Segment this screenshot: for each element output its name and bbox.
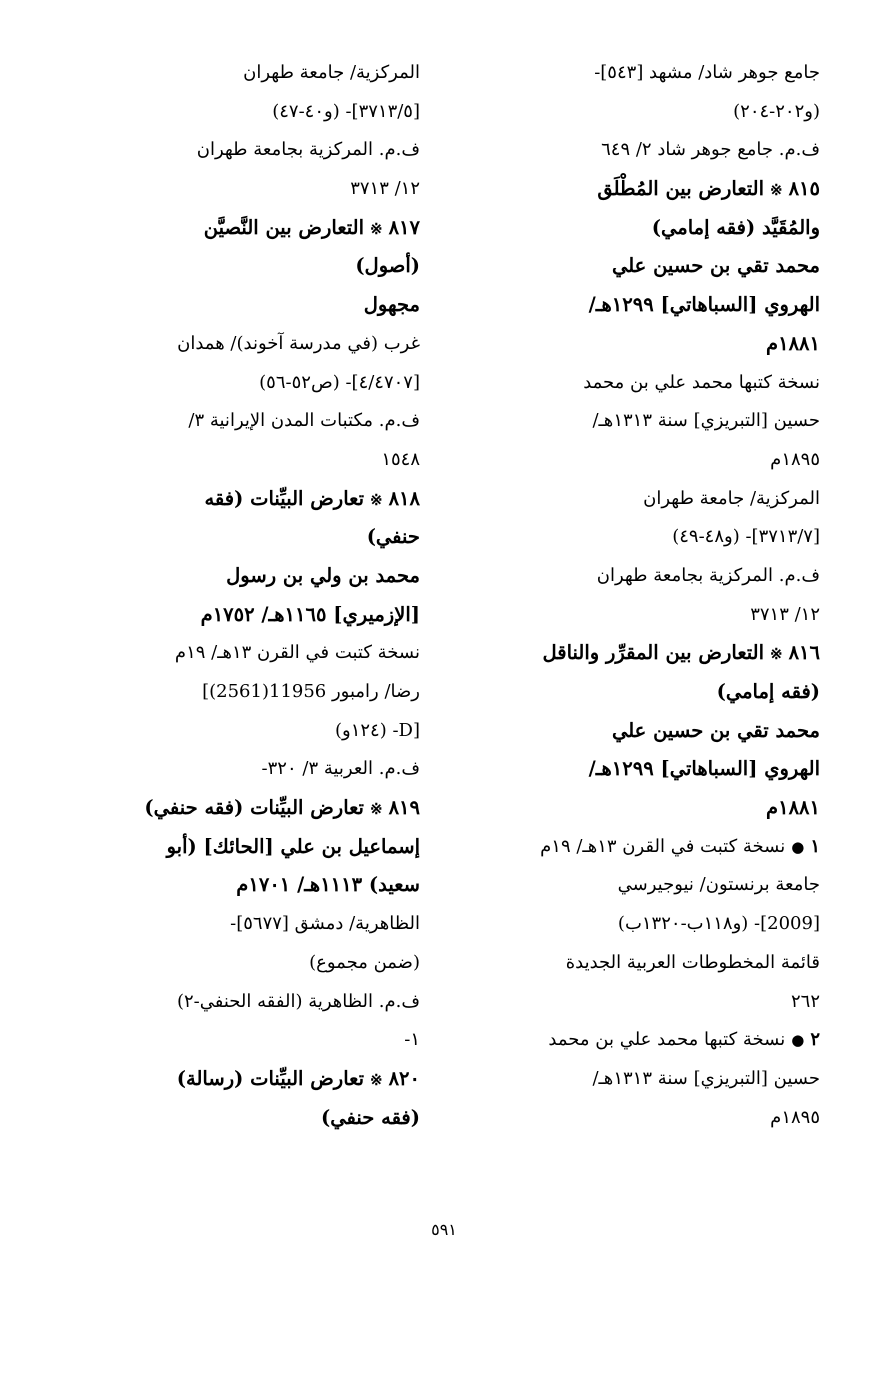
right-column-line <box>470 518 820 557</box>
right-column-line <box>470 54 820 93</box>
line-text: رضا/ رامبور 11956(2561)] <box>202 681 420 702</box>
line-text: والمُقَيَّد (فقه إمامي) <box>651 215 820 239</box>
line-text: ف.م. جامع جوهر شاد ٢/ ٦٤٩ <box>601 139 820 161</box>
entry-number: ٨٢٠ <box>388 1066 420 1090</box>
right-column-line <box>470 712 820 751</box>
right-column-line <box>470 750 820 789</box>
right-column-line <box>470 673 820 712</box>
line-text: الهروي [السباهاتي] ١٢٩٩هـ/ <box>588 293 820 317</box>
line-text: جامع جوهر شاد/ مشهد [٥٤٣]- <box>594 62 820 83</box>
left-column-line <box>90 596 420 635</box>
asterism-icon: ※ <box>370 1070 383 1089</box>
line-text: [٣٧١٣/٧]- (و٤٨-٤٩) <box>672 526 820 548</box>
line-text: التعارض بين المقرِّر والناقل <box>542 641 764 665</box>
right-column-line <box>470 247 820 286</box>
asterism-icon: ※ <box>770 645 783 664</box>
line-text: ف.م. الظاهرية (الفقه الحنفي-٢) <box>176 990 420 1012</box>
line-text: محمد تقي بن حسين علي <box>611 718 820 742</box>
line-text: ١٨٨١م <box>766 796 820 820</box>
entry-number: ٨١٧ <box>388 215 420 239</box>
right-column-line <box>470 983 820 1022</box>
right-column-line <box>470 905 820 944</box>
line-text: ٢٦٢ <box>790 990 820 1012</box>
line-text: (ضمن مجموع) <box>309 951 420 973</box>
left-column-line <box>90 905 420 944</box>
right-column-line <box>470 634 820 673</box>
right-column <box>470 54 820 1137</box>
left-column-line <box>90 131 420 170</box>
entry-number: ٢ <box>810 1029 820 1051</box>
left-column-line <box>90 828 420 867</box>
left-column-line <box>90 789 420 828</box>
line-text: [٣٧١٣/٥]- (و٤٠-٤٧) <box>272 100 420 122</box>
right-column-line <box>470 828 820 867</box>
line-text: سعيد) ١١١٣هـ/ ١٧٠١م <box>236 873 420 897</box>
line-text: ف.م. مكتبات المدن الإيرانية ٣/ <box>188 410 420 432</box>
line-text: نسخة كتبت في القرن ١٣هـ/ ١٩م <box>174 642 420 664</box>
left-column-line <box>90 286 420 325</box>
left-column-line <box>90 983 420 1022</box>
right-column-line <box>470 93 820 132</box>
line-text: ١- <box>404 1029 420 1051</box>
left-column-line <box>90 170 420 209</box>
line-text: [2009]- (و١١٨ب-١٣٢٠ب) <box>617 913 820 935</box>
line-text: تعارض البيِّنات (فقه <box>204 486 364 510</box>
entry-number: ٨١٥ <box>788 177 820 201</box>
right-column-line <box>470 170 820 209</box>
right-column-line <box>470 557 820 596</box>
left-column-line <box>90 750 420 789</box>
line-text: ١٨٨١م <box>766 331 820 355</box>
right-column-line <box>470 131 820 170</box>
right-column-line <box>470 944 820 983</box>
left-column-line <box>90 364 420 403</box>
line-text: ١٨٩٥م <box>770 1106 820 1128</box>
line-text: نسخة كتبت في القرن ١٣هـ/ ١٩م <box>540 835 786 857</box>
right-column-line <box>470 209 820 248</box>
line-text: الظاهرية/ دمشق [٥٦٧٧]- <box>230 913 420 935</box>
line-text: نسخة كتبها محمد علي بن محمد <box>583 371 820 393</box>
line-text: [٤/٤٧٠٧]- (ص٥٢-٥٦) <box>259 371 420 393</box>
page-number: ٥٩١ <box>431 1220 457 1239</box>
right-column-line <box>470 364 820 403</box>
line-text: غرب (في مدرسة آخوند)/ همدان <box>177 332 420 354</box>
line-text: جامعة برنستون/ نيوجيرسي <box>617 874 820 896</box>
right-column-line <box>470 441 820 480</box>
line-text: ف.م. المركزية بجامعة طهران <box>596 564 820 586</box>
left-column-line <box>90 1060 420 1099</box>
entry-number: ٨١٩ <box>388 796 420 820</box>
entry-number: ٨١٦ <box>788 641 820 665</box>
right-column-line <box>470 596 820 635</box>
left-column-line <box>90 1099 420 1138</box>
line-text: محمد تقي بن حسين علي <box>611 254 820 278</box>
right-column-line <box>470 866 820 905</box>
left-column-line <box>90 54 420 93</box>
line-text: المركزية/ جامعة طهران <box>243 62 420 83</box>
line-text: قائمة المخطوطات العربية الجديدة <box>565 951 820 973</box>
line-text: التعارض بين المُطْلَق <box>597 177 764 201</box>
asterism-icon: ※ <box>370 490 383 509</box>
asterism-icon: ※ <box>370 800 383 819</box>
right-column-line <box>470 325 820 364</box>
bullet-icon: ● <box>791 1031 805 1050</box>
right-column-line <box>470 1099 820 1138</box>
right-column-line <box>470 402 820 441</box>
line-text: ١٨٩٥م <box>770 448 820 470</box>
line-text: ف.م. المركزية بجامعة طهران <box>196 139 420 161</box>
line-text: [الإزميري] ١١٦٥هـ/ ١٧٥٢م <box>200 602 420 626</box>
line-text: حنفي) <box>366 525 420 549</box>
entry-number: ٨١٨ <box>388 486 420 510</box>
line-text: ١٢/ ٣٧١٣ <box>750 603 820 625</box>
line-text: محمد بن ولي بن رسول <box>226 563 420 587</box>
right-column-line <box>470 286 820 325</box>
line-text: تعارض البيِّنات (فقه حنفي) <box>144 796 364 820</box>
line-text: ١٢/ ٣٧١٣ <box>350 178 420 200</box>
entry-number: ١ <box>810 835 820 857</box>
left-column-line <box>90 866 420 905</box>
line-text: التعارض بين النَّصيَّن <box>203 215 364 239</box>
left-column-line <box>90 712 420 751</box>
left-column-line <box>90 402 420 441</box>
left-column-line <box>90 441 420 480</box>
bullet-icon: ● <box>791 837 805 856</box>
right-column-line <box>470 1060 820 1099</box>
left-column-line <box>90 93 420 132</box>
left-column-line <box>90 1021 420 1060</box>
line-text: مجهول <box>363 293 420 317</box>
line-text: حسين [التبريزي] سنة ١٣١٣هـ/ <box>592 1067 820 1089</box>
asterism-icon: ※ <box>370 219 383 238</box>
asterism-icon: ※ <box>770 181 783 200</box>
left-column-line <box>90 518 420 557</box>
left-column-line <box>90 325 420 364</box>
left-column-line <box>90 634 420 673</box>
left-column <box>90 54 420 1137</box>
line-text: (أصول) <box>355 254 420 278</box>
left-column-line <box>90 209 420 248</box>
left-column-line <box>90 247 420 286</box>
line-text: المركزية/ جامعة طهران <box>643 487 820 509</box>
left-column-line <box>90 480 420 519</box>
line-text: نسخة كتبها محمد علي بن محمد <box>548 1029 786 1051</box>
left-column-line <box>90 673 420 712</box>
right-column-line <box>470 789 820 828</box>
line-text: ١٥٤٨ <box>381 448 420 470</box>
line-text: إسماعيل بن علي [الحائك] (أبو <box>166 834 420 858</box>
line-text: [D- (١٢٤و) <box>334 719 420 741</box>
right-column-line <box>470 480 820 519</box>
line-text: حسين [التبريزي] سنة ١٣١٣هـ/ <box>592 410 820 432</box>
line-text: (فقه إمامي) <box>716 680 820 703</box>
line-text: ف.م. العربية ٣/ ٣٢٠- <box>261 758 420 780</box>
line-text: (و٢٠٢-٢٠٤) <box>733 100 820 122</box>
line-text: الهروي [السباهاتي] ١٢٩٩هـ/ <box>588 757 820 781</box>
right-column-line <box>470 1021 820 1060</box>
left-column-line <box>90 557 420 596</box>
line-text: (فقه حنفي) <box>321 1105 420 1129</box>
line-text: تعارض البيِّنات (رسالة) <box>176 1066 364 1090</box>
left-column-line <box>90 944 420 983</box>
